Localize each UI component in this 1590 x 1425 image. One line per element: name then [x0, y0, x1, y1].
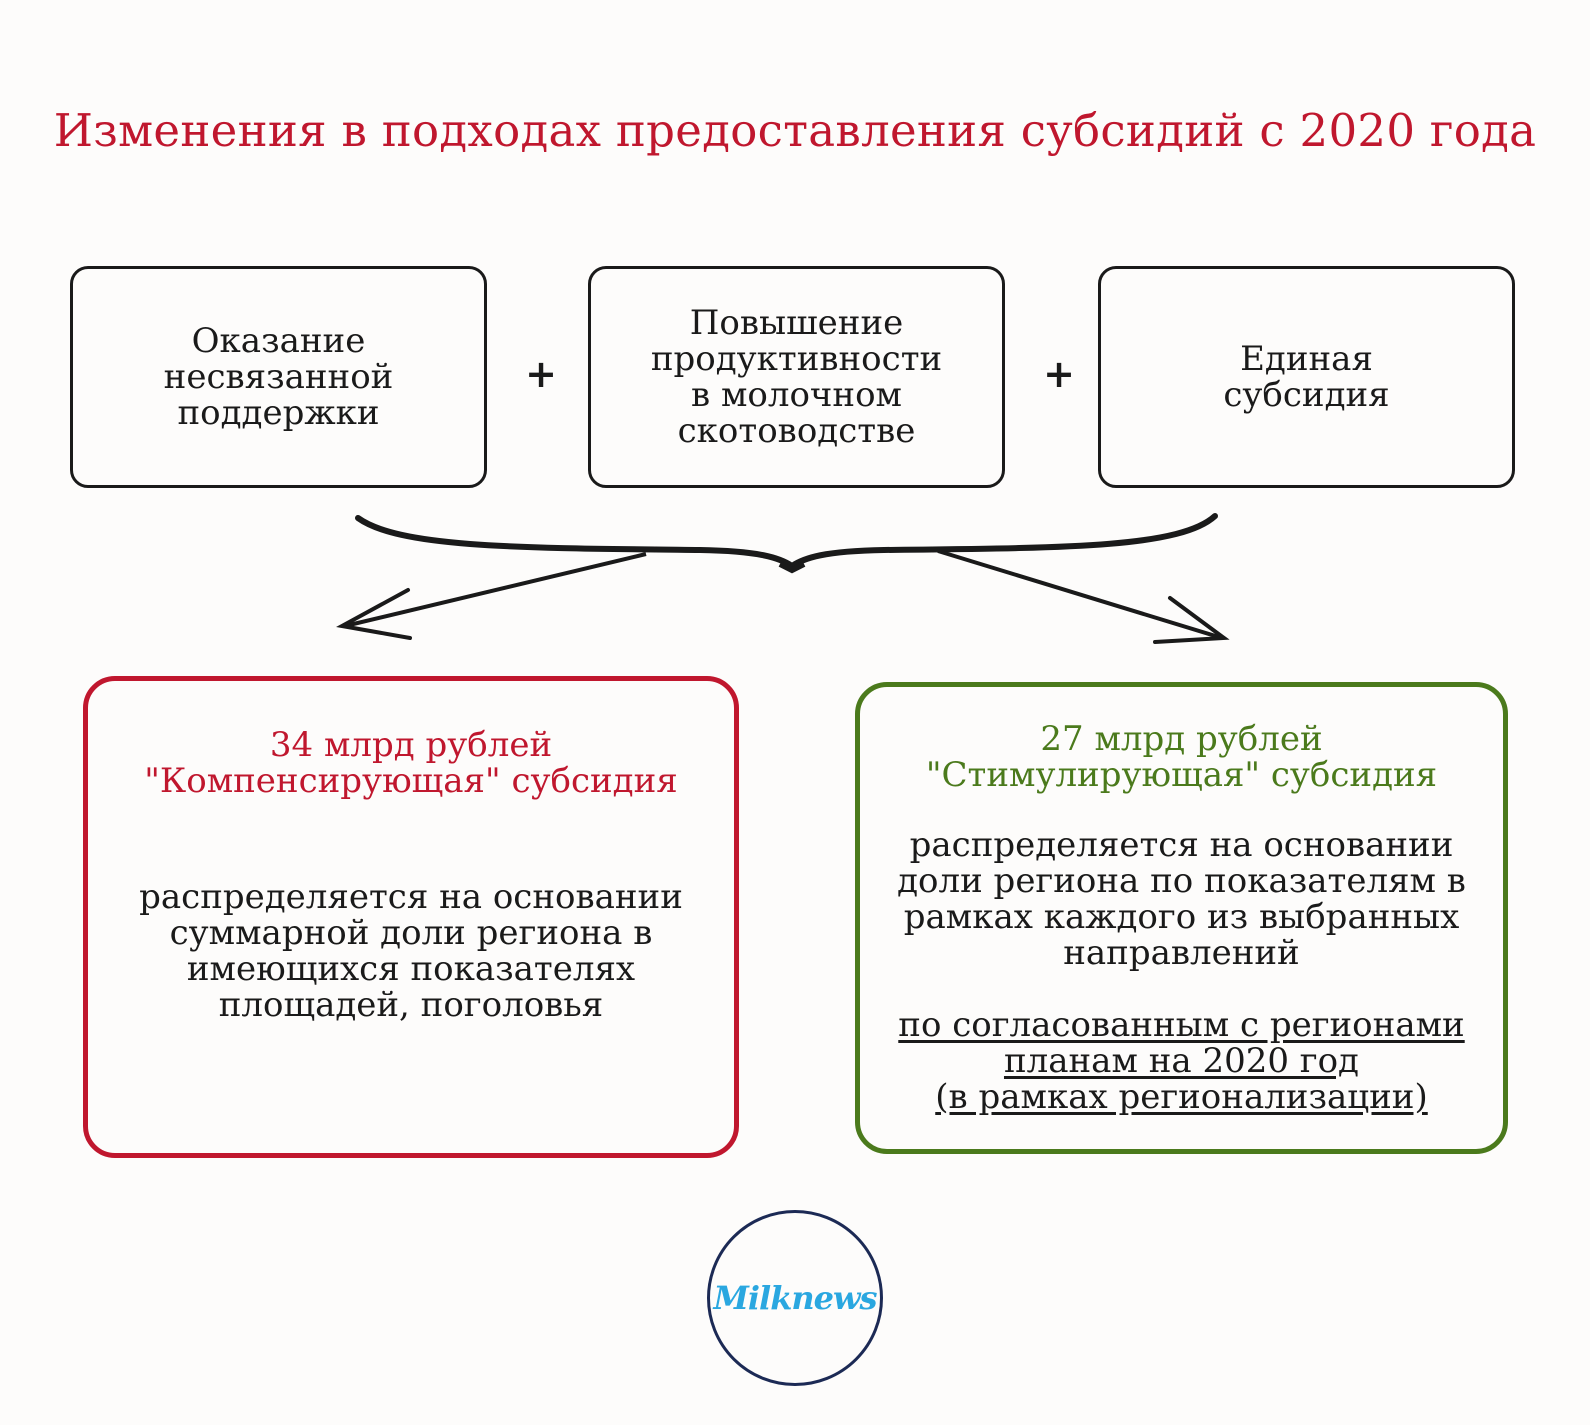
- plus-sign: +: [1043, 352, 1075, 396]
- note-line: планам на 2020 год: [1003, 1041, 1359, 1081]
- stimulating-subsidy-box: [855, 682, 1508, 1154]
- stimulating-note: [860, 1007, 1503, 1115]
- page-title: Изменения в подходах предоставления субсидий с 2020 года: [53, 104, 1537, 157]
- compensating-heading: [88, 727, 734, 799]
- amount-line: 34 млрд рублей: [269, 725, 553, 765]
- note-line: по согласованным с регионами: [898, 1005, 1465, 1045]
- amount-line: 27 млрд рублей: [1040, 719, 1323, 759]
- subsidy-type-line: "Стимулирующая" субсидия: [925, 755, 1438, 795]
- milknews-logo: [707, 1210, 883, 1386]
- compensating-subsidy-box: [83, 676, 739, 1158]
- subsidy-type-line: "Компенсирующая" субсидия: [144, 761, 678, 801]
- curly-brace: [358, 516, 1215, 566]
- box-label: Повышение продуктивности в молочном скотоводстве: [650, 303, 943, 451]
- box-label: Оказание несвязанной поддержки: [163, 321, 394, 433]
- arrow-right-line: [938, 551, 1222, 638]
- logo-text: Milknews: [713, 1279, 877, 1317]
- plus-sign: +: [525, 352, 557, 396]
- box-label: Единая субсидия: [1223, 339, 1390, 415]
- note-line: (в рамках регионализации): [935, 1077, 1428, 1117]
- arrow-left-line: [345, 554, 646, 626]
- stimulating-heading: [860, 721, 1503, 793]
- brace-connector: [0, 0, 1590, 700]
- compensating-description: распределяется на основании суммарной доли региона в имеющихся показателях площадей, поголовья: [139, 877, 683, 1025]
- stimulating-description: распределяется на основании доли региона по показателям в рамках каждого из выбранных направлений: [897, 825, 1466, 973]
